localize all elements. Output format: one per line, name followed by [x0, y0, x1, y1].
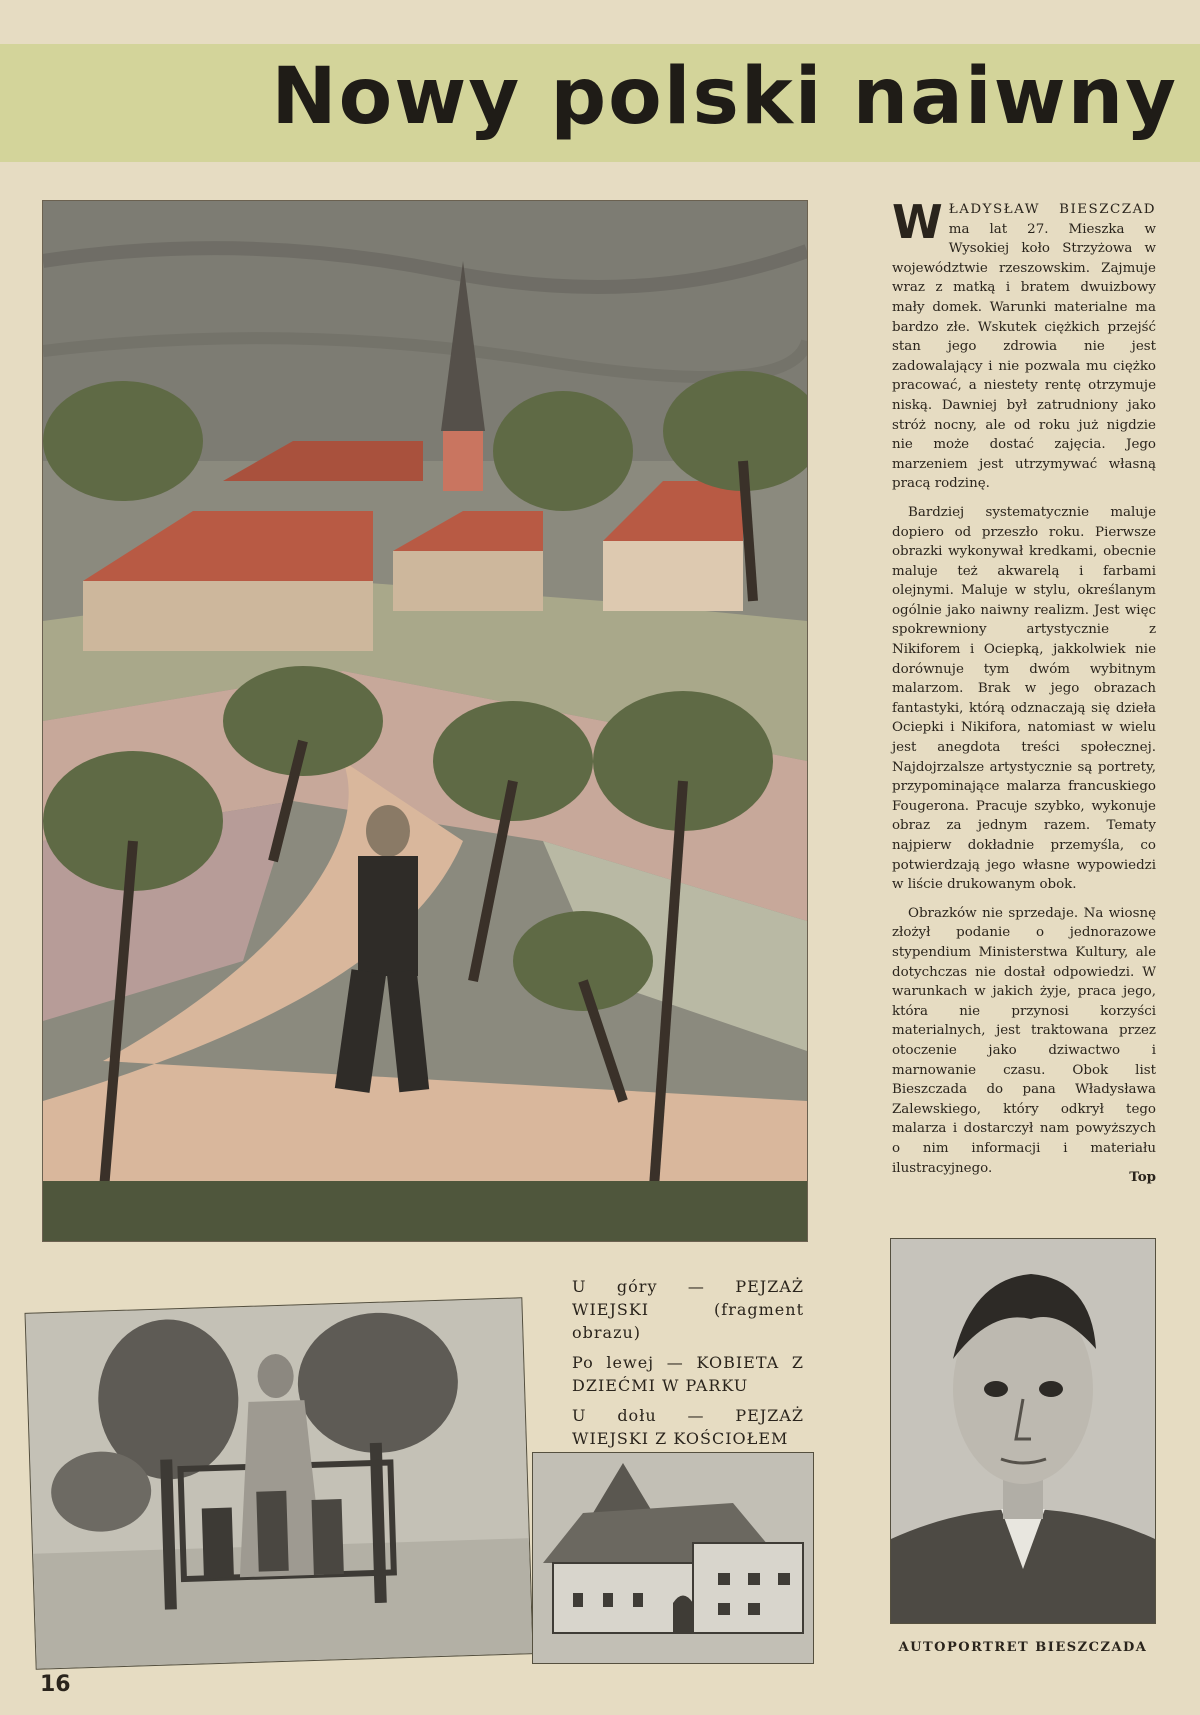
illustration-captions	[572, 1275, 804, 1457]
caption-top: U góry — PEJZAŻ WIEJSKI (fragment obrazu)	[572, 1277, 804, 1342]
author-signoff: Top	[1129, 1169, 1156, 1186]
painting-village-landscape	[42, 200, 808, 1242]
image-woman-with-children	[25, 1297, 534, 1669]
dropcap: W	[892, 195, 943, 249]
image-self-portrait	[890, 1238, 1156, 1624]
portrait-caption: AUTOPORTRET BIESZCZADA	[898, 1640, 1148, 1655]
article-paragraph-3: Obrazków nie sprzedaje. Na wiosnę złożył podanie o jednorazowe stypendium Ministerstwa Kultury, ale dotychczas nie dostał odpowiedzi. W warunkach w jakich żyje, praca jego, która nie przynosi korzyści materialnych, jest traktowana przez otoczenie jako dziwactwo i marnowanie czasu. Obok list Bieszczada do pana Władysława Zalewskiego, który odkrył tego malarza i dostarczył nam powyższych o nim informacji i materiału ilustracyjnego.	[892, 905, 1156, 1176]
article-body	[892, 195, 1156, 1188]
article-paragraph-2: Bardziej systematycznie maluje dopiero od przeszło roku. Pierwsze obrazki wykonywał kredkami, obecnie maluje też akwarelą i farbami olejnymi. Maluje w stylu, określanym ogólnie jako naiwny realizm. Jest więc spokrewniony artystycznie z Nikiforem i Ociepką, jakkolwiek nie dorównuje tym dwóm wybitnym malarzom. Brak w jego obrazach fantastyki, którą odznaczają się dzieła Ociepki i Nikifora, natomiast w wielu jest anegdota treści społecznej. Najdojrzalsze artystycznie są portrety, przypominające malarza francuskiego Fougerona. Pracuje szybko, wykonuje obraz za jednym razem. Tematy najpierw dokładnie przemyśla, co potwierdzają jego własne wypowiedzi w liście drukowanym obok.	[892, 504, 1156, 893]
woman-with-children-illustration	[26, 1298, 533, 1668]
page-number: 16	[40, 1672, 71, 1697]
painting-village-landscape-illustration	[43, 201, 807, 1241]
paragraph-1-text: ma lat 27. Mieszka w Wysokiej koło Strzyżowa w województwie rzeszowskim. Zajmuje wraz z matką i bratem dwuizbowy mały domek. Warunki materialne ma bardzo złe. Wskutek ciężkich przejść stan jego zdrowia nie jest zadowalający i nie pozwala mu ciężko pracować, a niestety rentę otrzymuje niską. Dawniej był zatrudniony jako stróż nocny, ale od roku już nigdzie nie może dostać zajęcia. Jego marzeniem jest utrzymywać własną pracą rodzinę.	[892, 221, 1156, 492]
article-paragraph-1	[892, 195, 1156, 494]
page-title: Nowy polski naiwny	[271, 52, 1178, 142]
image-village-with-church	[532, 1452, 814, 1664]
caption-left: Po lewej — KOBIETA Z DZIEĆMI W PARKU	[572, 1353, 804, 1395]
caption-bottom: U dołu — PEJZAŻ WIEJSKI Z KOŚCIOŁEM	[572, 1406, 804, 1448]
village-church-illustration	[533, 1453, 813, 1663]
lead-caps: ŁADYSŁAW BIESZCZAD	[948, 202, 1156, 217]
self-portrait-illustration	[891, 1239, 1155, 1623]
